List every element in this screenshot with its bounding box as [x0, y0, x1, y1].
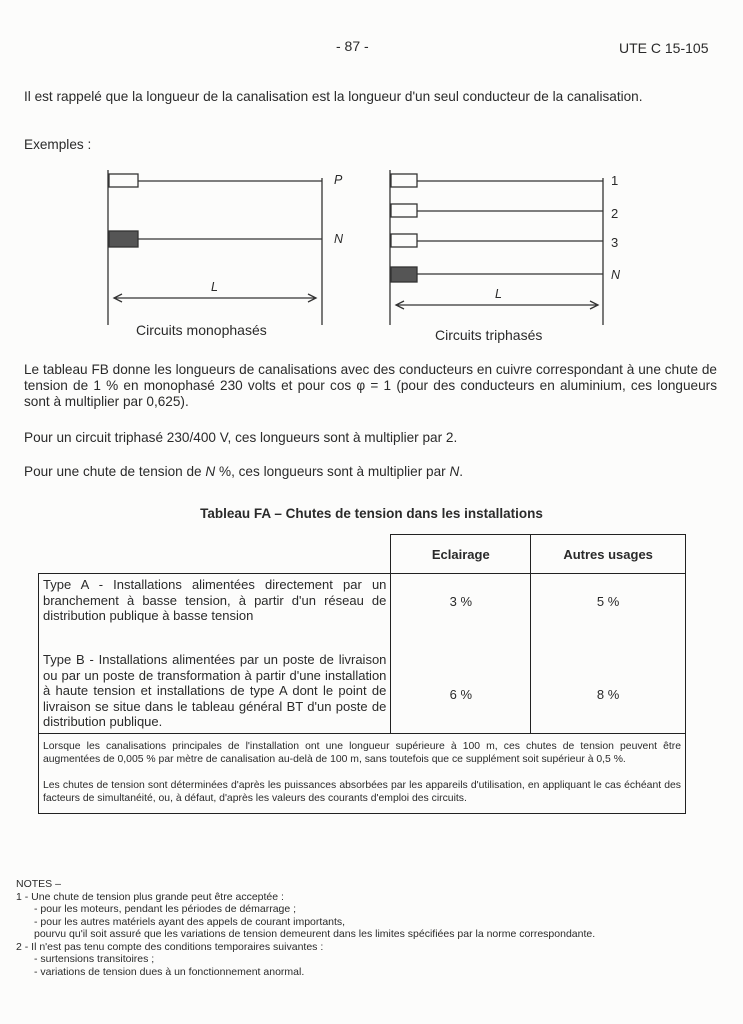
table-fa	[38, 534, 686, 814]
table-footnotes	[39, 733, 686, 813]
cell-type-b-eclairage: 6 %	[391, 642, 531, 733]
mono-label-length: L	[211, 280, 218, 294]
row-label-type-b: Type B - Installations alimentées par un poste de livraison ou par un poste de transformation à partir d'une installation à haute tension et installations de type A dont le point de livraison se situe dans le tableau général BT d'un poste de distribution publique.	[39, 642, 391, 733]
table-row	[39, 574, 686, 643]
paragraph-tableau-fb: Le tableau FB donne les longueurs de canalisations avec des conducteurs en cuivre correspondant à une chute de tension de 1 % en monophasé 230 volts et pour cos φ = 1 (pour des conducteurs en aluminium, ces longueurs sont à multiplier par 0,625).	[24, 362, 717, 409]
mono-conductor-p-box	[109, 174, 138, 187]
cell-type-a-autres: 5 %	[531, 574, 686, 643]
intro-paragraph: Il est rappelé que la longueur de la canalisation est la longueur d'un seul conducteur de la canalisation.	[24, 89, 643, 104]
page-number: - 87 -	[336, 38, 369, 54]
mono-caption: Circuits monophasés	[136, 322, 267, 338]
document-reference: UTE C 15-105	[619, 40, 709, 56]
column-header-eclairage: Eclairage	[391, 535, 531, 574]
note-2-item-b: - variations de tension dues à un fonctionnement anormal.	[34, 965, 305, 978]
circuit-diagram	[0, 160, 743, 350]
table-footnote-2: Les chutes de tension sont déterminées d'après les puissances absorbées par les appareils d'utilisation, en appliquant le cas échéant des facteurs de simultanéité, ou, à défaut, d'après les valeurs des courants d'emploi des circuits.	[43, 779, 681, 804]
cell-type-a-eclairage: 3 %	[391, 574, 531, 643]
column-header-autres-usages: Autres usages	[531, 535, 686, 574]
tri-label-2: 2	[611, 206, 619, 221]
note-1-continuation: pourvu qu'il soit assuré que les variations de tension demeurent dans les limites spécifiées par la norme correspondante.	[34, 928, 596, 940]
examples-label: Exemples :	[24, 137, 92, 152]
paragraph-chute-n: Pour une chute de tension de N %, ces longueurs sont à multiplier par N.	[24, 464, 464, 479]
notes-title: NOTES –	[16, 878, 61, 890]
tri-label-3: 3	[611, 235, 619, 250]
table-title: Tableau FA – Chutes de tension dans les installations	[200, 506, 543, 521]
notes-section	[16, 878, 706, 978]
tri-label-length: L	[495, 287, 502, 301]
tri-caption: Circuits triphasés	[435, 327, 543, 343]
table-footnote-1: Lorsque les canalisations principales de l'installation ont une longueur supérieure à 100 m, ces chutes de tension peuvent être augmentées de 0,005 % par mètre de canalisation au-delà de 100 m, sans toutefois que ce supplément soit supérieur à 0,5 %.	[43, 740, 681, 765]
mono-label-n: N	[334, 232, 344, 246]
tri-label-1: 1	[611, 173, 619, 188]
note-1: 1 - Une chute de tension plus grande peut être acceptée :	[16, 890, 284, 903]
note-1-item-b: - pour les autres matériels ayant des appels de courant importants,	[34, 915, 346, 928]
table-row	[39, 642, 686, 733]
tri-label-n: N	[611, 268, 621, 282]
paragraph-triphase: Pour un circuit triphasé 230/400 V, ces longueurs sont à multiplier par 2.	[24, 430, 458, 445]
row-label-type-a: Type A - Installations alimentées directement par un branchement à basse tension, à partir d'un réseau de distribution publique à basse tension	[39, 574, 391, 643]
cell-type-b-autres: 8 %	[531, 642, 686, 733]
note-2: 2 - Il n'est pas tenu compte des conditions temporaires suivantes :	[16, 940, 324, 953]
mono-conductor-n-box	[109, 231, 138, 247]
note-2-item-a: - surtensions transitoires ;	[34, 953, 155, 965]
note-1-item-a: - pour les moteurs, pendant les périodes de démarrage ;	[34, 903, 297, 915]
mono-label-p: P	[334, 173, 343, 187]
